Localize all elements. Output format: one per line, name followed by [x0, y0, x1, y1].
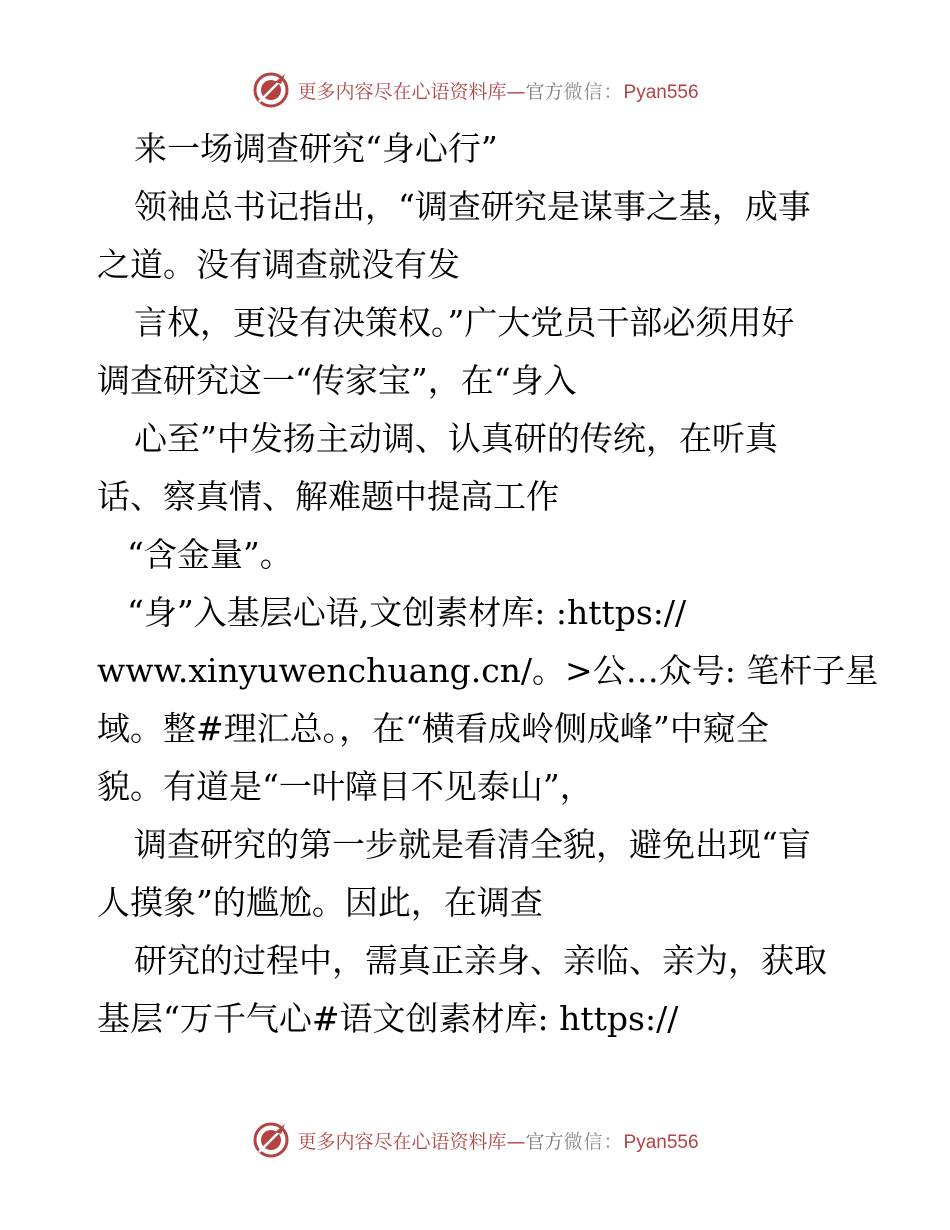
header-brand-text: 更多内容尽在心语资料库: [297, 80, 507, 103]
header-watermark-text: [297, 77, 698, 104]
header-wechat-id: Pyan556: [623, 81, 699, 103]
heading-line: 来一场调查研究“身心行”: [134, 129, 498, 168]
document-body: [97, 120, 879, 1048]
footer-dash: —: [506, 1130, 526, 1153]
footer-official-text: 官方: [525, 1130, 564, 1153]
paragraph-line: 之道。没有调查就没有发: [97, 245, 460, 284]
footer-wechat-label: 微信：: [563, 1130, 624, 1153]
paragraph-line: 研究的过程中，需真正亲身、亲临、亲为，获取: [134, 941, 827, 980]
quill-seal-logo-icon: [251, 1120, 291, 1160]
footer-wechat-id: Pyan556: [623, 1131, 699, 1153]
paragraph-line: 领袖总书记指出，“调查研究是谋事之基，成事: [134, 187, 811, 226]
paragraph-line: 心至”中发扬主动调、认真研的传统，在听真: [134, 419, 778, 458]
paragraph-line: 言权，更没有决策权。”广大党员干部必须用好: [134, 303, 795, 342]
footer-brand-text: 更多内容尽在心语资料库: [297, 1130, 507, 1153]
header-dash: —: [506, 80, 526, 103]
paragraph-line: 调查研究的第一步就是看清全貌，避免出现“盲: [134, 825, 811, 864]
footer-watermark-banner: [0, 1118, 950, 1162]
header-wechat-label: 微信：: [563, 80, 624, 103]
paragraph-line: 域。整#理汇总。，在“横看成岭侧成峰”中窥全: [97, 709, 769, 748]
header-official-text: 官方: [525, 80, 564, 103]
paragraph-line: 基层“万千气心#语文创素材库: https://: [97, 999, 679, 1038]
paragraph-line: 调查研究这一“传家宝”，在“身入: [97, 361, 577, 400]
paragraph-line: 人摸象”的尴尬。因此，在调查: [97, 883, 543, 922]
paragraph-line: www.xinyuwenchuang.cn/。>公…众号: 笔杆子星: [97, 651, 879, 690]
paragraph-line: 貌。有道是“一叶障目不见泰山”，: [97, 767, 593, 806]
paragraph-line: “含金量”。: [127, 535, 293, 574]
footer-watermark-text: [297, 1127, 698, 1154]
quill-seal-logo-icon: [251, 70, 291, 110]
header-watermark-banner: [0, 68, 950, 112]
paragraph-line: “身”入基层心语,文创素材库: :https://: [127, 593, 687, 632]
paragraph-line: 话、察真情、解难题中提高工作: [97, 477, 559, 516]
